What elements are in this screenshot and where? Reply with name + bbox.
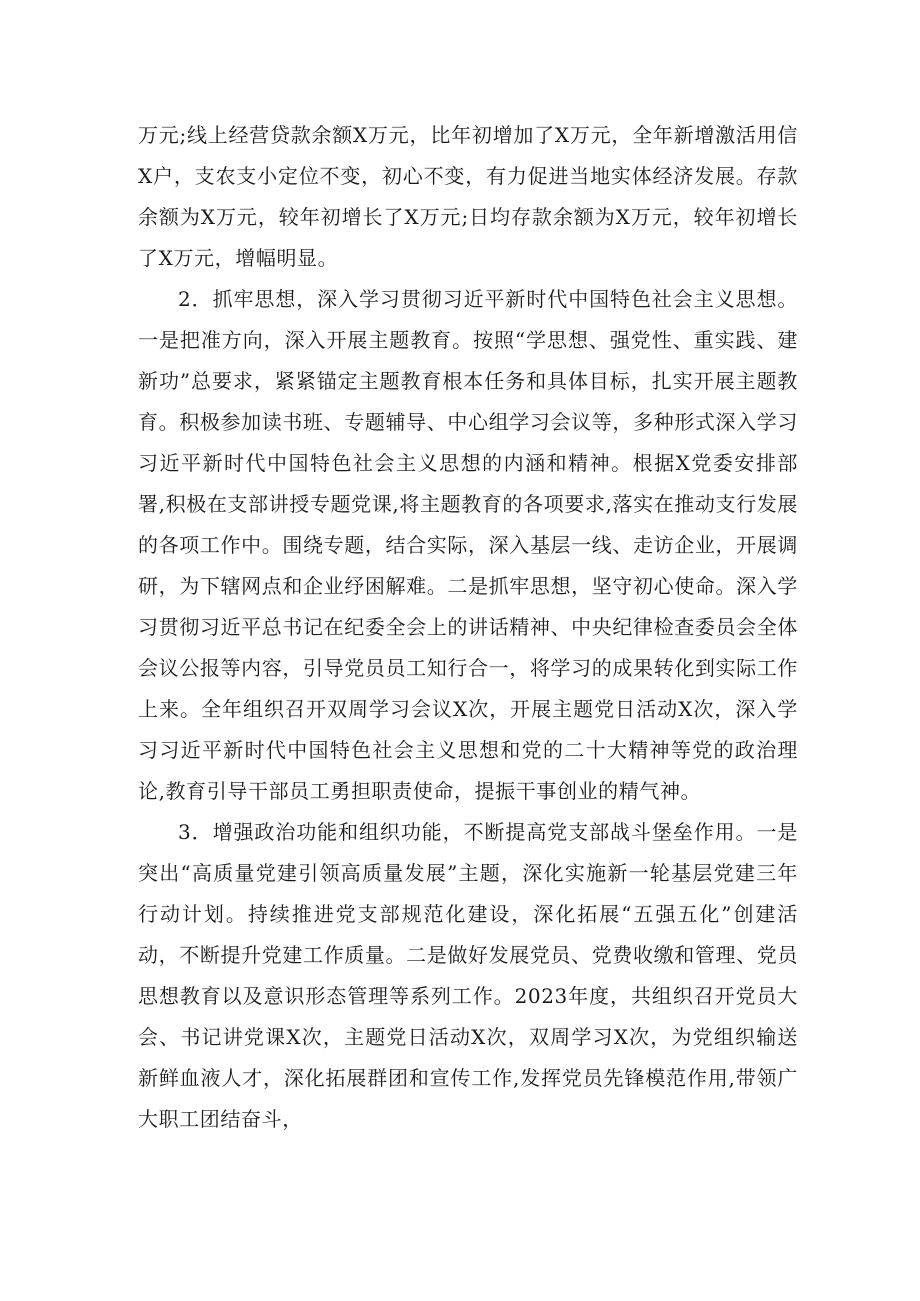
paragraph-2-ideology-study: 2．抓牢思想，深入学习贯彻习近平新时代中国特色社会主义思想。一是把准方向，深入开展主题教育。按照“学思想、强党性、重实践、建新功”总要求，紧紧锚定主题教育根本任务和具体目标，扎实开展主题教育。积极参加读书班、专题辅导、中心组学习会议等，多种形式深入学习习近平新时代中国特色社会主义思想的内涵和精神。根据X党委安排部署,积极在支部讲授专题党课,将主题教育的各项要求,落实在推动支行发展的各项工作中。围绕专题，结合实际，深入基层一线、走访企业，开展调研，为下辖网点和企业纾困解难。二是抓牢思想，坚守初心使命。深入学习贯彻习近平总书记在纪委全会上的讲话精神、中央纪律检查委员会全体会议公报等内容，引导党员员工知行合一，将学习的成果转化到实际工作上来。全年组织召开双周学习会议X次，开展主题党日活动X次，深入学习习近平新时代中国特色社会主义思想和党的二十大精神等党的政治理论,教育引导干部员工勇担职责使命，提振干事创业的精气神。 <box>138 287 798 803</box>
paragraph-1-continuation: 万元;线上经营贷款余额X万元，比年初增加了X万元，全年新增激活用信X户，支农支小定位不变，初心不变，有力促进当地实体经济发展。存款余额为X万元，较年初增长了X万元;日均存款余额为X万元，较年初增长了X万元，增幅明显。 <box>138 123 798 270</box>
document-body <box>138 115 798 1140</box>
paragraph-3-party-branch: 3．增强政治功能和组织功能，不断提高党支部战斗堡垒作用。一是突出“高质量党建引领高质量发展”主题，深化实施新一轮基层党建三年行动计划。持续推进党支部规范化建设，深化拓展“五强五化”创建活动，不断提升党建工作质量。二是做好发展党员、党费收缴和管理、党员思想教育以及意识形态管理等系列工作。2023年度，共组织召开党员大会、书记讲党课X次，主题党日活动X次，双周学习X次，为党组织输送新鲜血液人才，深化拓展群团和宣传工作,发挥党员先锋模范作用,带领广大职工团结奋斗， <box>138 820 798 1131</box>
